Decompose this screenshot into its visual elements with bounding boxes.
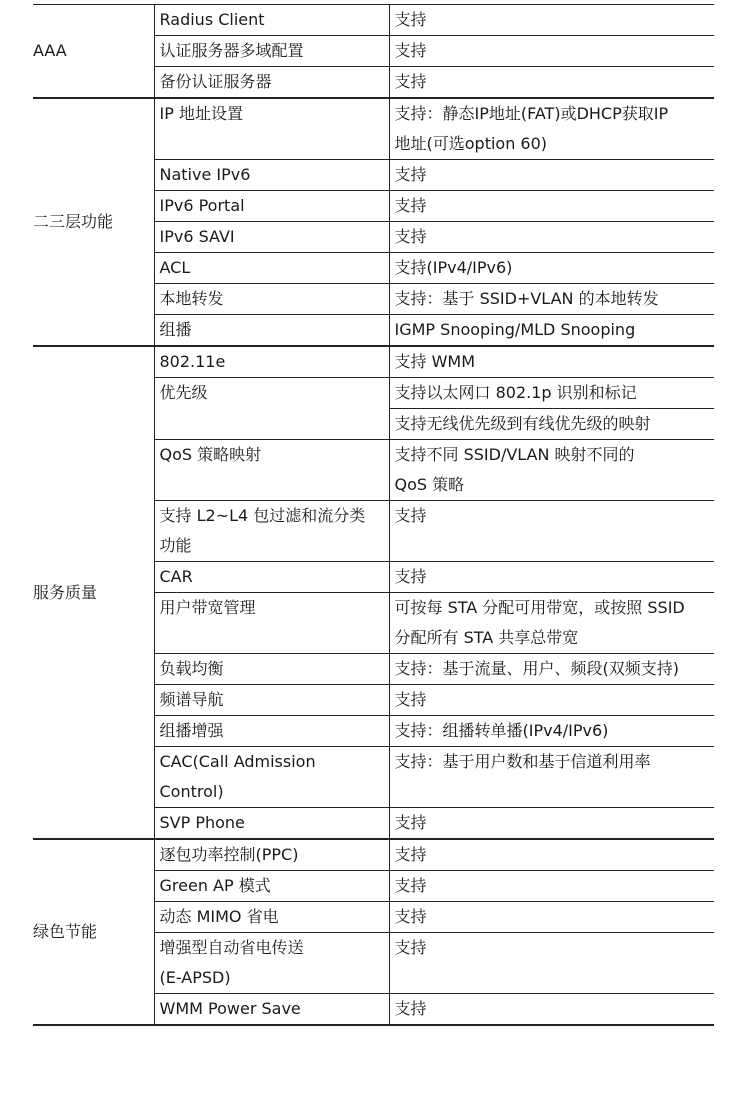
support-cell-line: 支持: [394, 506, 427, 525]
support-cell-line: 支持: [394, 227, 427, 246]
support-cell: [389, 346, 714, 378]
feature-cell-line: 动态 MIMO 省电: [159, 907, 279, 926]
support-cell: [389, 654, 714, 685]
support-cell: [389, 315, 714, 347]
feature-cell: [154, 378, 389, 440]
feature-cell: [154, 871, 389, 902]
feature-cell: [154, 654, 389, 685]
feature-cell: [154, 808, 389, 840]
support-cell: [389, 685, 714, 716]
support-cell-line: 支持: [394, 41, 427, 60]
support-cell: [389, 98, 714, 160]
category-cell: 服务质量: [33, 346, 154, 839]
table-row: [33, 839, 714, 871]
support-cell: [389, 378, 714, 409]
support-cell-line: 支持: [394, 10, 427, 29]
feature-cell-line: Radius Client: [159, 10, 265, 29]
support-cell-line: QoS 策略: [394, 475, 465, 494]
feature-cell-line: CAR: [159, 567, 193, 586]
feature-cell-line: 逐包功率控制(PPC): [159, 845, 299, 864]
support-cell: [389, 409, 714, 440]
feature-cell-line: Native IPv6: [159, 165, 251, 184]
feature-cell: [154, 747, 389, 808]
feature-cell: [154, 98, 389, 160]
feature-cell: [154, 346, 389, 378]
support-cell-line: 支持: [394, 567, 427, 586]
support-cell: [389, 871, 714, 902]
feature-cell-line: 本地转发: [159, 289, 224, 308]
support-cell-line: 支持：基于用户数和基于信道利用率: [394, 752, 651, 771]
feature-cell-line: IP 地址设置: [159, 104, 243, 123]
support-cell-line: 分配所有 STA 共享总带宽: [394, 628, 579, 647]
feature-cell: [154, 685, 389, 716]
feature-cell: [154, 994, 389, 1026]
support-cell: [389, 440, 714, 501]
feature-cell-line: 认证服务器多域配置: [159, 41, 304, 60]
table-row: [33, 98, 714, 160]
support-cell: [389, 902, 714, 933]
support-cell-line: 支持: [394, 690, 427, 709]
support-cell-line: 支持: [394, 72, 427, 91]
support-cell-line: 支持: [394, 876, 427, 895]
spec-table: [33, 4, 714, 1026]
feature-cell: [154, 501, 389, 562]
support-cell-line: 支持: [394, 907, 427, 926]
feature-cell-line: 功能: [159, 536, 192, 555]
support-cell: [389, 253, 714, 284]
feature-cell: [154, 5, 389, 36]
feature-cell: [154, 222, 389, 253]
support-cell: [389, 67, 714, 99]
support-cell-line: 支持：组播转单播(IPv4/IPv6): [394, 721, 609, 740]
feature-cell: [154, 191, 389, 222]
support-cell-line: 支持: [394, 938, 427, 957]
feature-cell-line: QoS 策略映射: [159, 445, 262, 464]
support-cell: [389, 716, 714, 747]
feature-cell: [154, 160, 389, 191]
support-cell-line: 支持：基于流量、用户、频段(双频支持): [394, 659, 679, 678]
support-cell: [389, 747, 714, 808]
support-cell-line: IGMP Snooping/MLD Snooping: [394, 320, 636, 339]
feature-cell-line: IPv6 Portal: [159, 196, 245, 215]
support-cell-line: 支持(IPv4/IPv6): [394, 258, 513, 277]
feature-cell: [154, 315, 389, 347]
support-cell-line: 支持：基于 SSID+VLAN 的本地转发: [394, 289, 659, 308]
support-cell: [389, 36, 714, 67]
support-cell-line: 支持 WMM: [394, 352, 476, 371]
feature-cell-line: CAC(Call Admission: [159, 752, 316, 771]
support-cell-line: 支持: [394, 845, 427, 864]
support-cell-line: 可按每 STA 分配可用带宽，或按照 SSID: [394, 598, 685, 617]
table-row: [33, 346, 714, 378]
feature-cell-line: 802.11e: [159, 352, 226, 371]
support-cell-line: 支持: [394, 165, 427, 184]
table-row: [33, 5, 714, 36]
feature-cell: [154, 284, 389, 315]
feature-cell-line: SVP Phone: [159, 813, 245, 832]
feature-cell-line: 组播增强: [159, 721, 224, 740]
support-cell: [389, 933, 714, 994]
feature-cell-line: WMM Power Save: [159, 999, 301, 1018]
feature-cell-line: 负载均衡: [159, 659, 224, 678]
feature-cell: [154, 933, 389, 994]
feature-cell-line: ACL: [159, 258, 191, 277]
category-cell: 二三层功能: [33, 98, 154, 346]
feature-cell-line: 频谱导航: [159, 690, 224, 709]
support-cell: [389, 562, 714, 593]
feature-cell: [154, 440, 389, 501]
support-cell-line: 支持以太网口 802.1p 识别和标记: [394, 383, 637, 402]
support-cell: [389, 994, 714, 1026]
support-cell: [389, 191, 714, 222]
feature-cell-line: Control): [159, 782, 224, 801]
support-cell-line: 地址(可选option 60): [394, 134, 548, 153]
support-cell: [389, 839, 714, 871]
support-cell: [389, 593, 714, 654]
feature-cell: [154, 67, 389, 99]
feature-cell: [154, 902, 389, 933]
category-cell: 绿色节能: [33, 839, 154, 1025]
support-cell-line: 支持: [394, 813, 427, 832]
feature-cell-line: 优先级: [159, 383, 208, 402]
feature-cell: [154, 36, 389, 67]
support-cell-line: 支持：静态IP地址(FAT)或DHCP获取IP: [394, 104, 669, 123]
support-cell: [389, 501, 714, 562]
category-cell: AAA: [33, 5, 154, 99]
support-cell: [389, 5, 714, 36]
feature-cell-line: 备份认证服务器: [159, 72, 272, 91]
feature-cell-line: 组播: [159, 320, 192, 339]
support-cell-line: 支持无线优先级到有线优先级的映射: [394, 414, 651, 433]
feature-cell-line: 支持 L2~L4 包过滤和流分类: [159, 506, 366, 525]
support-cell: [389, 284, 714, 315]
feature-cell-line: 用户带宽管理: [159, 598, 256, 617]
feature-cell: [154, 839, 389, 871]
spec-table-body: [33, 5, 714, 1026]
support-cell-line: 支持不同 SSID/VLAN 映射不同的: [394, 445, 635, 464]
feature-cell: [154, 562, 389, 593]
support-cell-line: 支持: [394, 999, 427, 1018]
feature-cell-line: IPv6 SAVI: [159, 227, 235, 246]
support-cell: [389, 808, 714, 840]
feature-cell-line: (E-APSD): [159, 968, 231, 987]
support-cell-line: 支持: [394, 196, 427, 215]
feature-cell: [154, 253, 389, 284]
feature-cell-line: Green AP 模式: [159, 876, 271, 895]
feature-cell-line: 增强型自动省电传送: [159, 938, 304, 957]
support-cell: [389, 222, 714, 253]
feature-cell: [154, 716, 389, 747]
support-cell: [389, 160, 714, 191]
feature-cell: [154, 593, 389, 654]
